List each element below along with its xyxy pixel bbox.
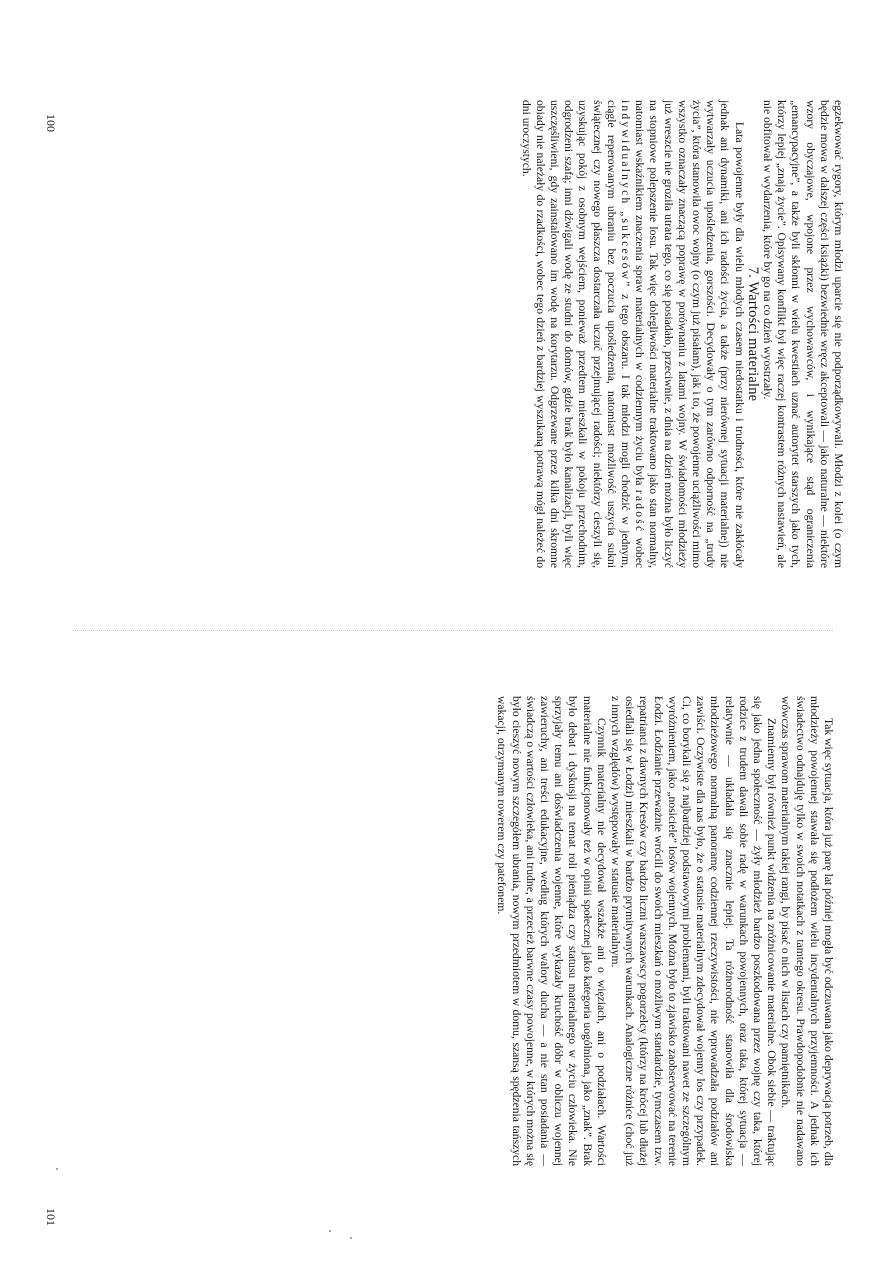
paragraph-text: z tego obszaru. I tak młodzi mogli chodzić w jednym, ciągle reperowanym ubraniu bez poczucia upośledzenia, natomiast możliwość uszycia sukni świątecznej czy nowego płaszcza dostarczała uczuć przejmującej radości; niektórzy cieszyli się, uzyskując pokój z osobnym wejściem, ponieważ przedtem mieszkali w pokoju przechodnim, odgrodzeni szafą; inni dźwigali wodę ze studni do domów, gdzie brak było kanalizacji, byli więc uszczęśliwieni, gdy zainstalowano im wodę na korytarzu. Odgrzewane przez kilka dni skromne obiady nie należały do rzadkości, wobec tego dzień z bardziej wyszukaną potrawą mógł należeć do dni uroczystych. [519, 100, 632, 568]
spaced-emphasis: indywidualnych [618, 100, 632, 206]
body-paragraph: Czynnik materialny nie decydował wszakże ani o więziach, ani o podziałach. Wartości materialne nie funkcjonowały też w opinii społecznej jako kategoria uogólniona, jako „znak”. Brak było debat i dyskusji na temat roli pieniądza czy statusu materialnego w życiu człowieka. Nie sprzyjały temu ani doświadczenia wojenne, które wykazały kruchość dóbr w obliczu wojennej zawieruchy, ani treści edukacyjne, według których walory ducha — a nie stan posiadania — świadczą o wartości człowieka, ani trudne, a przecież barwne czasy powojenne, w których można się było cieszyć nowym szczegółem ubrania, nowym przedmiotem w domu, szansą spędzenia tańszych wakacji, otrzymanym rowerem czy patefonem. [495, 696, 608, 1166]
paragraph-text: Lata powojenne były dla wielu młodych czasem niedostatku i trudności, które nie zakłócały jednak ani dynamiki, ani ich radości życia, a także (przy nierównej sytuacji materialnej) nie wytwarzały uczucia upośledzenia, gorszości. Decydowały o tym zarówno odporność na „trudy życia”, która stanowiła owoc wojny (o czym już pisałam), jak i to, że powojenne uciążliwości mimo wszystko oznaczały znaczącą poprawę w porównaniu z latami wojny. W świadomości młodzieży już wreszcie nie groziła utrata tego, co się posiadało, przeciwnie, z dnia na dzień można było liczyć na stopniowe polepszenie losu. Tak więc dolegliwości materialne traktowano jako stan normalny, natomiast wskaźnikiem znaczenia spraw materialnych w codziennym życiu była [633, 100, 746, 568]
scan-speck [329, 1230, 331, 1232]
body-paragraph: Znamienny był również punkt widzenia na zróżnicowanie materialne. Obok siebie — traktując się jako jedna społeczność — żyły młodzież bardzo poszkodowana przez wojnę czy taka, której rodzice z trudem dawali sobie radę w warunkach powojennych, oraz taka, której sytuacja — relatywnie — układała się znacznie lepiej. Ta różnorodność stanowiła dla środowiska młodzieżowego normalną panoramę codziennej rzeczywistości, nie wprowadzała podziałów ani zawiści. Oczywiste dla nas było, że o statusie materialnym zdecydował wojenny los czy przypadek. Ci, co borykali się z najbardziej podstawowymi problemami, byli traktowani nawet ze szczególnym wyróżnieniem, jako „nosiciele” losów wojennych. Można było to zjawisko zaobserwować na terenie Łodzi. Łodzianie przeważnie wrócili do swoich mieszkań o możliwym standardzie, tymczasem tzw. repatrianci z dawnych Kresów czy bardzo liczni warszawscy pogorzelcy (którzy na krócej lub dłużej osiedlali się w Łodzi) mieszkali w bardzo prymitywnych warunkach. Analogiczne różnice (choć już z innych względów) występowały w statusie materialnym. [608, 696, 779, 1166]
page-number-right: 101 [44, 1208, 58, 1226]
left-page [0, 0, 893, 631]
body-paragraph: Tak więc sytuacja, która już parę lat później mogła być odczuwana jako deprywacja potrzeb, dla młodzieży powojennej stawała się podłożem wielu incydentalnych przyjemności. A jednak ich świadectwo odnajduję tylko w swoich notatkach z tamtego okresu. Prawdopodobnie nie nadawano wówczas sprawom materialnym takiej rangi, by pisać o nich w listach czy pamiętnikach. [779, 696, 835, 1166]
body-paragraph [518, 100, 745, 568]
section-heading: 7. Wartości materialne [744, 266, 761, 402]
right-page-text [494, 696, 835, 1166]
scan-speck [350, 1237, 352, 1239]
right-page [0, 632, 893, 1263]
left-page-text [518, 100, 845, 568]
spaced-emphasis: „sukcesów” [618, 211, 632, 289]
page-number-left: 100 [44, 114, 58, 132]
paragraph-text: wobec [633, 537, 647, 568]
scan-speck [56, 1168, 58, 1170]
continuation-paragraph: egzekwować rygory, którym młodzi uparcie się nie podporządkowywali. Młodzi z kolei (o czym będzie mowa w dalszej części książki) bezwiednie wręcz akceptowali — jako naturalne — niektóre wzory obyczajowe, wpojone przez wychowawców, i wynikające stąd ograniczenia „emancypacyjne”, a także byli skłonni w wielu kwestiach uznać autorytet starszych jako tych, którzy lepiej „znają życie”. Opisywany konflikt był więc raczej kontrastem różnych nastawień, ale nie obfitował w wydarzenia, które by go na co dzień wyostrzały. [760, 100, 845, 568]
spaced-emphasis: radość [633, 489, 647, 534]
